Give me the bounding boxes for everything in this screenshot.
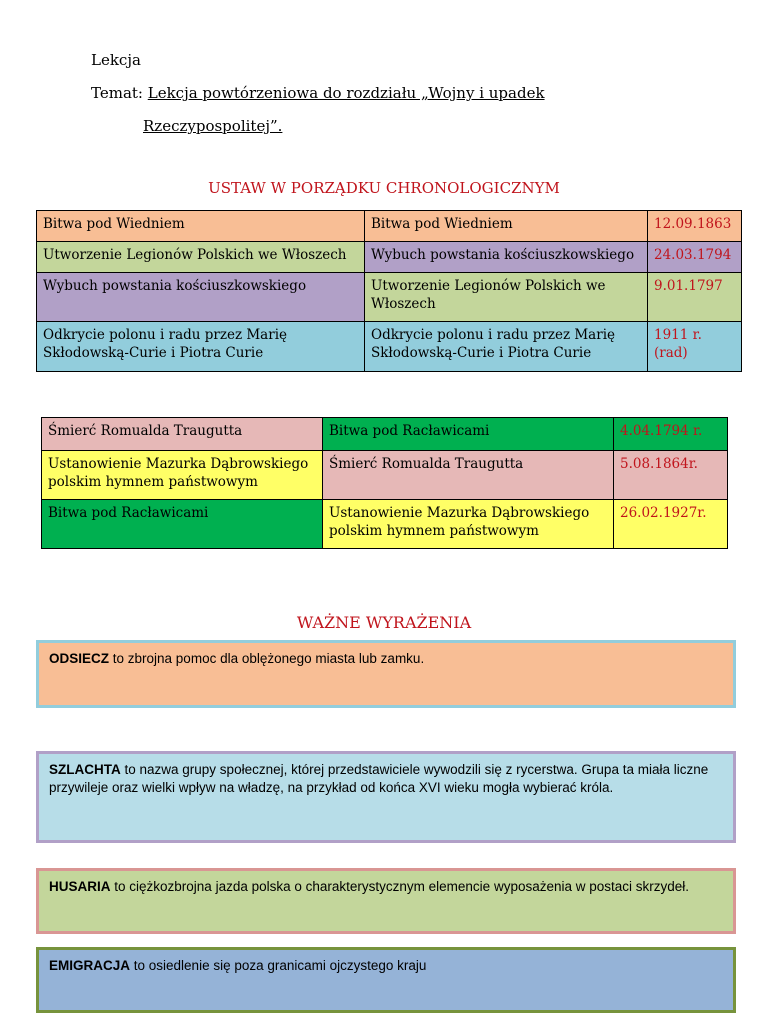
term-label: ODSIECZ (49, 651, 110, 666)
term-definition: to nazwa grupy społecznej, której przedstawiciele wywodzili się z rycerstwa. Grupa ta miała liczne przywileje oraz wielki wpływ na władzę, na przykład od końca XVI wieku mogła wybierać króla. (49, 762, 709, 795)
table-cell-date: 5.08.1864r. (614, 451, 728, 500)
table-cell-left: Ustanowienie Mazurka Dąbrowskiego polskim hymnem państwowym (42, 451, 323, 500)
table-row (42, 451, 728, 500)
topic-prefix: Temat: (91, 84, 148, 102)
table-cell-right: Wybuch powstania kościuszkowskiego (365, 242, 648, 273)
section-title-chronology: USTAW W PORZĄDKU CHRONOLOGICZNYM (208, 179, 560, 197)
table-cell-right: Odkrycie polonu i radu przez Marię Skłodowską-Curie i Piotra Curie (365, 322, 648, 372)
table-cell-left: Śmierć Romualda Traugutta (42, 418, 323, 451)
table-cell-date: 24.03.1794 (648, 242, 742, 273)
table-cell-left: Wybuch powstania kościuszkowskiego (37, 273, 365, 322)
term-definition: to ciężkozbrojna jazda polska o charakterystycznym elemencie wyposażenia w postaci skrzydeł. (110, 879, 690, 894)
term-label: HUSARIA (49, 879, 111, 894)
table-cell-right: Bitwa pod Wiedniem (365, 211, 648, 242)
term-box-szlachta (36, 751, 736, 843)
table-cell-date: 26.02.1927r. (614, 500, 728, 549)
topic-line-2: Rzeczypospolitej”. (143, 117, 283, 135)
term-label: EMIGRACJA (49, 958, 131, 973)
table-cell-right: Śmierć Romualda Traugutta (323, 451, 614, 500)
table-cell-left: Utworzenie Legionów Polskich we Włoszech (37, 242, 365, 273)
table-cell-right: Ustanowienie Mazurka Dąbrowskiego polskim hymnem państwowym (323, 500, 614, 549)
topic-text-1: Lekcja powtórzeniowa do rozdziału „Wojny i upadek (147, 84, 545, 102)
lesson-label: Lekcja (91, 51, 141, 69)
term-box-husaria (36, 868, 736, 934)
table-cell-right: Bitwa pod Racławicami (323, 418, 614, 451)
chronology-table-1 (36, 210, 742, 372)
table-row (37, 273, 742, 322)
table-row (37, 242, 742, 273)
chronology-table-2 (41, 417, 728, 549)
term-definition: to osiedlenie się poza granicami ojczystego kraju (130, 958, 427, 973)
section-title-terms: WAŻNE WYRAŻENIA (296, 613, 472, 632)
table-cell-date: 1911 r. (rad) (648, 322, 742, 372)
table-row (37, 211, 742, 242)
table-row (42, 500, 728, 549)
table-cell-left: Odkrycie polonu i radu przez Marię Skłodowską-Curie i Piotra Curie (37, 322, 365, 372)
topic-line-1 (91, 84, 545, 102)
table-cell-date: 12.09.1863 (648, 211, 742, 242)
term-label: SZLACHTA (49, 762, 121, 777)
table-cell-date: 9.01.1797 (648, 273, 742, 322)
table-cell-left: Bitwa pod Wiedniem (37, 211, 365, 242)
table-cell-right: Utworzenie Legionów Polskich we Włoszech (365, 273, 648, 322)
term-definition: to zbrojna pomoc dla oblężonego miasta lub zamku. (109, 651, 425, 666)
table-cell-date: 4.04.1794 r. (614, 418, 728, 451)
table-row (42, 418, 728, 451)
table-cell-left: Bitwa pod Racławicami (42, 500, 323, 549)
table-row (37, 322, 742, 372)
term-box-odsiecz (36, 640, 736, 708)
term-box-emigracja (36, 947, 736, 1013)
